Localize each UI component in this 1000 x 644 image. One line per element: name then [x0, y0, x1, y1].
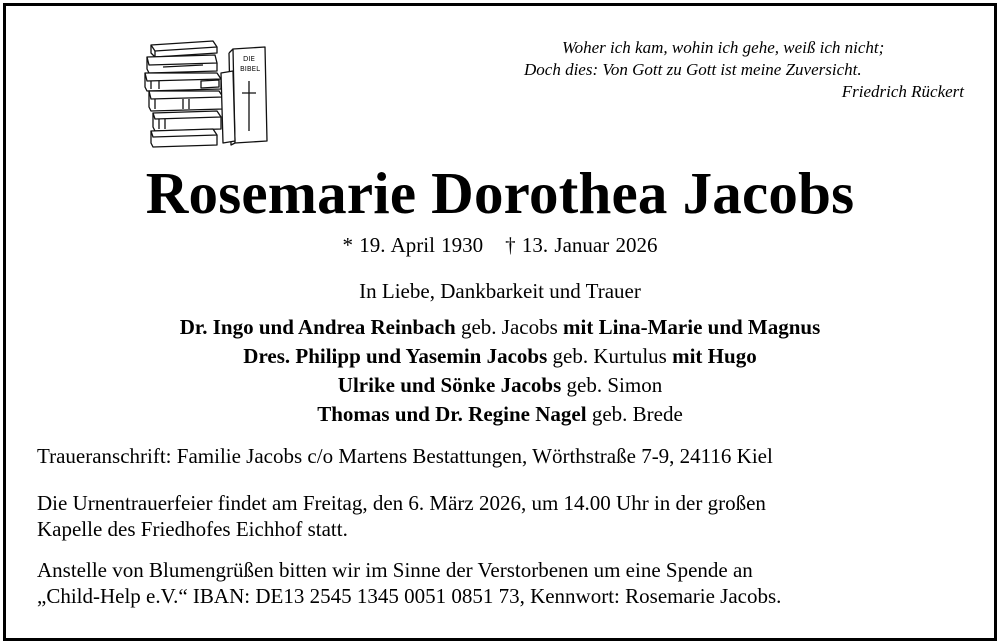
bible-label-line2: BIBEL: [240, 65, 260, 73]
donation-info: [37, 557, 977, 609]
deceased-name: Rosemarie Dorothea Jacobs: [145, 160, 855, 226]
mourner-line: Dr. Ingo und Andrea Reinbach geb. Jacobs mit Lina-Marie und Magnus: [179, 315, 821, 339]
donation-line-1: Anstelle von Blumengrüßen bitten wir im Sinne der Verstorbenen um eine Spende an: [37, 558, 753, 582]
ceremony-line-1: Die Urnentrauerfeier findet am Freitag, den 6. März 2026, um 14.00 Uhr in der großen: [37, 491, 766, 515]
birth-date: * 19. April 1930: [342, 233, 484, 257]
mourner-line: Dres. Philipp und Yasemin Jacobs geb. Kurtulus mit Hugo: [243, 344, 757, 368]
mourner-line: Thomas und Dr. Regine Nagel geb. Brede: [317, 402, 683, 426]
epigraph-quote: [524, 37, 964, 103]
ceremony-info: [37, 490, 977, 542]
quote-line-2: Doch dies: Von Gott zu Gott ist meine Zuversicht.: [524, 60, 862, 79]
bible-label-line1: DIE: [243, 55, 255, 63]
mourners-list: [0, 313, 1000, 429]
life-dates: [0, 232, 1000, 258]
death-date: † 13. Januar 2026: [505, 233, 658, 257]
mourning-address: Traueranschrift: Familie Jacobs c/o Martens Bestattungen, Wörthstraße 7-9, 24116 Kiel: [37, 444, 773, 468]
donation-line-2: „Child-Help e.V.“ IBAN: DE13 2545 1345 0051 0851 73, Kennwort: Rosemarie Jacobs.: [37, 584, 782, 608]
mourning-intro: In Liebe, Dankbarkeit und Trauer: [359, 279, 641, 303]
mourner-line: Ulrike und Sönke Jacobs geb. Simon: [337, 373, 663, 397]
quote-line-1: Woher ich kam, wohin ich gehe, weiß ich nicht;: [562, 38, 885, 57]
quote-author: Friedrich Rückert: [841, 82, 964, 101]
stack-of-books-icon: [143, 35, 273, 150]
ceremony-line-2: Kapelle des Friedhofes Eichhof statt.: [37, 517, 348, 541]
